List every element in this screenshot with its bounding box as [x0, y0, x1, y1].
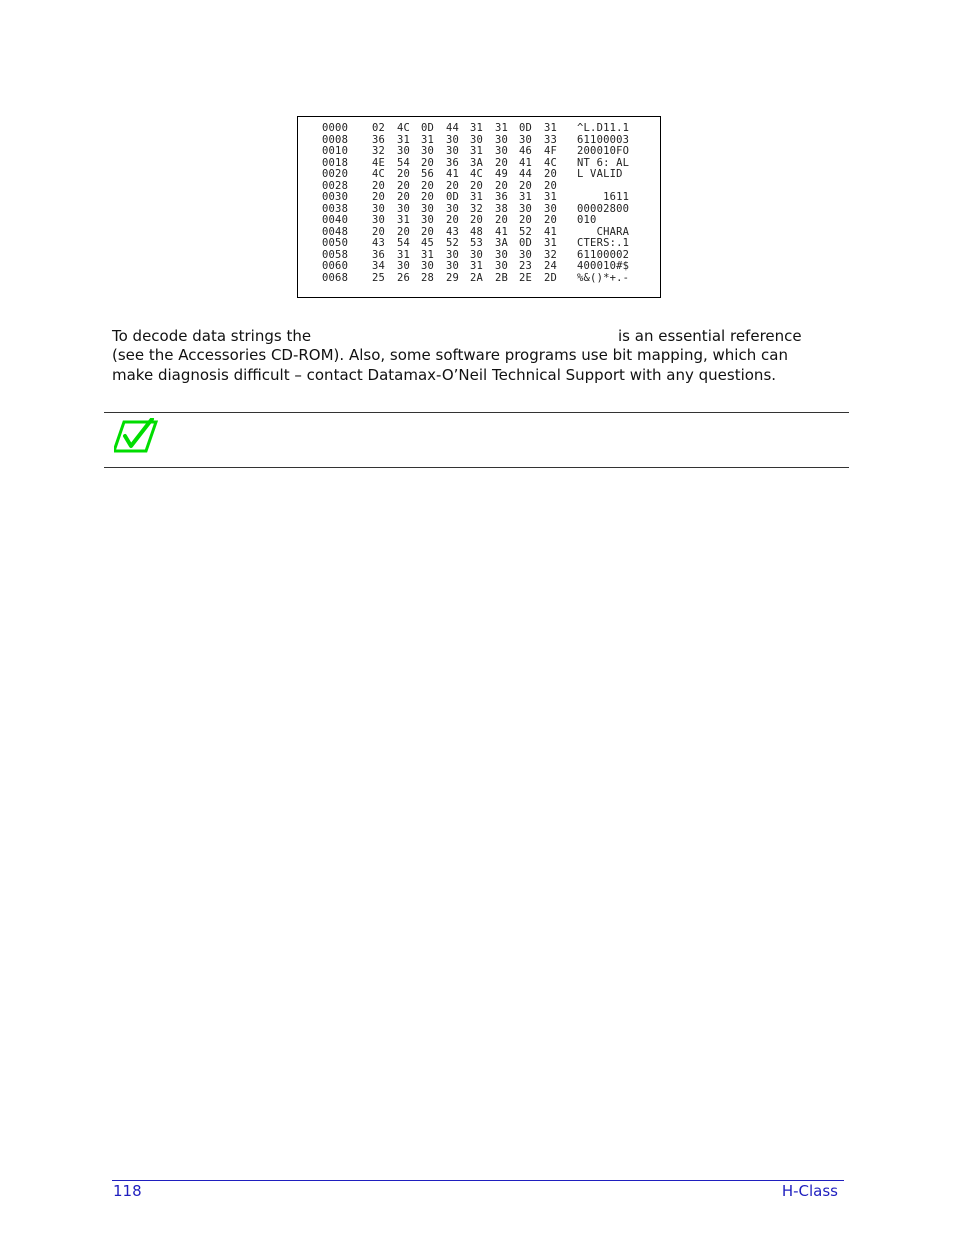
hex-dump-ascii: NT 6: AL	[577, 156, 630, 169]
hex-dump-byte: 0D	[519, 237, 533, 249]
hex-dump-byte: 20	[495, 156, 509, 169]
hex-dump-byte: 31	[397, 133, 411, 146]
hex-dump-byte: 53	[470, 237, 484, 249]
hex-dump-byte: 30	[519, 248, 533, 261]
paragraph-line-2: (see the Accessories CD-ROM). Also, some software programs use bit mapping, which can	[112, 346, 788, 365]
hex-dump-byte: 20	[446, 214, 460, 226]
hex-dump-byte: 31	[519, 191, 533, 203]
hex-dump-byte: 31	[470, 191, 484, 203]
hex-dump-byte: 20	[495, 214, 509, 226]
hex-dump-byte: 31	[397, 248, 411, 261]
hex-dump-address: 0020	[322, 168, 349, 180]
decode-paragraph	[112, 327, 832, 385]
hex-dump-byte: 31	[421, 248, 435, 261]
document-title: H-Class	[781, 1182, 838, 1200]
hex-dump-address: 0068	[322, 271, 349, 284]
hex-dump-ascii: 010	[577, 214, 630, 226]
hex-dump-byte: 4C	[397, 122, 411, 134]
hex-dump-address: 0018	[322, 156, 349, 169]
hex-dump-byte: 20	[446, 179, 460, 192]
hex-dump-byte: 32	[470, 202, 484, 215]
hex-dump-byte: 2D	[544, 271, 558, 284]
hex-dump-byte: 32	[372, 145, 386, 157]
paragraph-line-1-right: is an essential reference	[618, 327, 802, 345]
hex-dump-byte: 46	[519, 145, 533, 157]
hex-dump-ascii: 400010#$	[577, 260, 630, 272]
hex-dump-byte: 20	[397, 168, 411, 180]
paragraph-line-1	[112, 327, 832, 346]
hex-dump-byte: 56	[421, 168, 435, 180]
hex-dump-byte: 31	[421, 133, 435, 146]
hex-dump-byte: 31	[544, 191, 558, 203]
hex-dump-byte: 20	[495, 179, 509, 192]
hex-dump-ascii: CHARA	[577, 225, 630, 238]
hex-dump-byte: 34	[372, 260, 386, 272]
hex-dump-byte: 4C	[544, 156, 558, 169]
hex-dump-address: 0048	[322, 225, 349, 238]
hex-dump-byte: 0D	[446, 191, 460, 203]
hex-dump-byte: 30	[446, 202, 460, 215]
hex-dump-ascii: %&()*+.-	[577, 271, 630, 284]
hex-dump-byte: 20	[470, 179, 484, 192]
hex-dump-byte: 31	[470, 260, 484, 272]
hex-dump-byte: 54	[397, 156, 411, 169]
hex-dump-byte: 31	[470, 145, 484, 157]
hex-dump-byte: 31	[397, 214, 411, 226]
hex-dump-byte: 20	[544, 168, 558, 180]
hex-dump-byte: 20	[470, 214, 484, 226]
hex-dump-byte: 4C	[470, 168, 484, 180]
hex-dump-address: 0000	[322, 122, 349, 134]
hex-dump-printout	[297, 116, 661, 298]
hex-dump-byte: 31	[544, 122, 558, 134]
hex-dump-byte: 4C	[372, 168, 386, 180]
hex-dump-byte: 30	[446, 260, 460, 272]
hex-dump-byte: 41	[495, 225, 509, 238]
hex-dump-ascii: 00002800	[577, 202, 630, 215]
hex-dump-byte: 2B	[495, 271, 509, 284]
hex-dump-byte: 31	[495, 122, 509, 134]
hex-dump-byte: 25	[372, 271, 386, 284]
hex-dump-byte: 30	[397, 202, 411, 215]
hex-dump-byte: 31	[470, 122, 484, 134]
hex-dump-byte: 20	[372, 191, 386, 203]
hex-dump-byte: 48	[470, 225, 484, 238]
hex-dump-byte: 30	[421, 145, 435, 157]
hex-dump-byte: 0D	[519, 122, 533, 134]
hex-dump-byte: 20	[372, 225, 386, 238]
page-number: 118	[113, 1182, 142, 1200]
hex-dump-byte: 41	[446, 168, 460, 180]
hex-dump-byte: 20	[421, 156, 435, 169]
hex-dump-address: 0008	[322, 133, 349, 146]
hex-dump-address: 0010	[322, 145, 349, 157]
hex-dump-byte: 43	[372, 237, 386, 249]
hex-dump-ascii: CTERS:.1	[577, 237, 630, 249]
hex-dump-byte: 20	[397, 191, 411, 203]
hex-dump-byte: 36	[372, 248, 386, 261]
hex-dump-byte: 31	[544, 237, 558, 249]
hex-dump-byte: 52	[446, 237, 460, 249]
hex-dump-byte: 30	[470, 133, 484, 146]
hex-dump-byte: 44	[446, 122, 460, 134]
hex-dump-byte: 26	[397, 271, 411, 284]
paragraph-line-3: make diagnosis difficult – contact Datamax-O’Neil Technical Support with any questions.	[112, 365, 777, 384]
hex-dump-byte: 30	[372, 214, 386, 226]
hex-dump-ascii: L VALID	[577, 168, 630, 180]
footer-rule	[112, 1180, 844, 1181]
hex-dump-byte: 4F	[544, 145, 558, 157]
hex-dump-byte: 30	[421, 214, 435, 226]
hex-dump-byte: 3A	[495, 237, 509, 249]
hex-dump-byte: 41	[544, 225, 558, 238]
note-checkbox-icon	[114, 418, 158, 458]
hex-dump-byte: 54	[397, 237, 411, 249]
note-top-rule	[104, 412, 849, 413]
hex-dump-ascii: 61100003	[577, 133, 630, 146]
hex-dump-byte: 20	[421, 191, 435, 203]
hex-dump-address: 0040	[322, 214, 349, 226]
hex-dump-byte: 30	[446, 145, 460, 157]
hex-dump-byte: 20	[397, 225, 411, 238]
hex-dump-byte: 36	[495, 191, 509, 203]
hex-dump-byte: 41	[519, 156, 533, 169]
hex-dump-byte: 30	[470, 248, 484, 261]
hex-dump-byte: 20	[519, 214, 533, 226]
hex-dump-byte: 36	[446, 156, 460, 169]
hex-dump-byte: 30	[495, 133, 509, 146]
hex-dump-ascii: 61100002	[577, 248, 630, 261]
hex-dump-byte: 33	[544, 133, 558, 146]
hex-dump-byte: 30	[544, 202, 558, 215]
hex-dump-byte: 20	[421, 179, 435, 192]
hex-dump-byte: 30	[446, 133, 460, 146]
hex-dump-ascii: 200010FO	[577, 145, 630, 157]
hex-dump-byte: 02	[372, 122, 386, 134]
hex-dump-byte: 30	[397, 260, 411, 272]
hex-dump-byte: 49	[495, 168, 509, 180]
hex-dump-address: 0058	[322, 248, 349, 261]
hex-dump-byte: 30	[495, 260, 509, 272]
hex-dump-byte: 3A	[470, 156, 484, 169]
hex-dump-byte: 30	[421, 202, 435, 215]
hex-dump-address: 0060	[322, 260, 349, 272]
hex-dump-ascii: 1611	[577, 191, 630, 203]
note-bottom-rule	[104, 467, 849, 468]
hex-dump-byte: 30	[372, 202, 386, 215]
hex-dump-byte: 20	[544, 214, 558, 226]
hex-dump-address: 0028	[322, 179, 349, 192]
hex-dump-byte: 30	[495, 145, 509, 157]
hex-dump-byte: 23	[519, 260, 533, 272]
hex-dump-byte: 20	[372, 179, 386, 192]
hex-dump-byte: 20	[397, 179, 411, 192]
hex-dump-byte: 30	[421, 260, 435, 272]
hex-dump-address: 0050	[322, 237, 349, 249]
hex-dump-byte: 29	[446, 271, 460, 284]
hex-dump-byte: 30	[519, 202, 533, 215]
hex-dump-byte: 30	[397, 145, 411, 157]
hex-dump-byte: 43	[446, 225, 460, 238]
hex-dump-byte: 24	[544, 260, 558, 272]
hex-dump-byte: 38	[495, 202, 509, 215]
paragraph-line-1-left: To decode data strings the	[112, 327, 312, 345]
hex-dump-byte: 30	[519, 133, 533, 146]
hex-dump-byte: 45	[421, 237, 435, 249]
hex-dump-byte: 30	[446, 248, 460, 261]
hex-dump-address: 0038	[322, 202, 349, 215]
hex-dump-byte: 0D	[421, 122, 435, 134]
hex-dump-byte: 52	[519, 225, 533, 238]
hex-dump-byte: 4E	[372, 156, 386, 169]
hex-dump-byte: 32	[544, 248, 558, 261]
hex-dump-byte: 20	[519, 179, 533, 192]
hex-dump-byte: 2E	[519, 271, 533, 284]
hex-dump-byte: 2A	[470, 271, 484, 284]
hex-dump-byte: 36	[372, 133, 386, 146]
hex-dump-byte: 20	[544, 179, 558, 192]
hex-dump-byte: 20	[421, 225, 435, 238]
hex-dump-byte: 30	[495, 248, 509, 261]
hex-dump-byte: 44	[519, 168, 533, 180]
hex-dump-ascii: ^L.D11.1	[577, 122, 630, 134]
hex-dump-byte: 28	[421, 271, 435, 284]
hex-dump-address: 0030	[322, 191, 349, 203]
